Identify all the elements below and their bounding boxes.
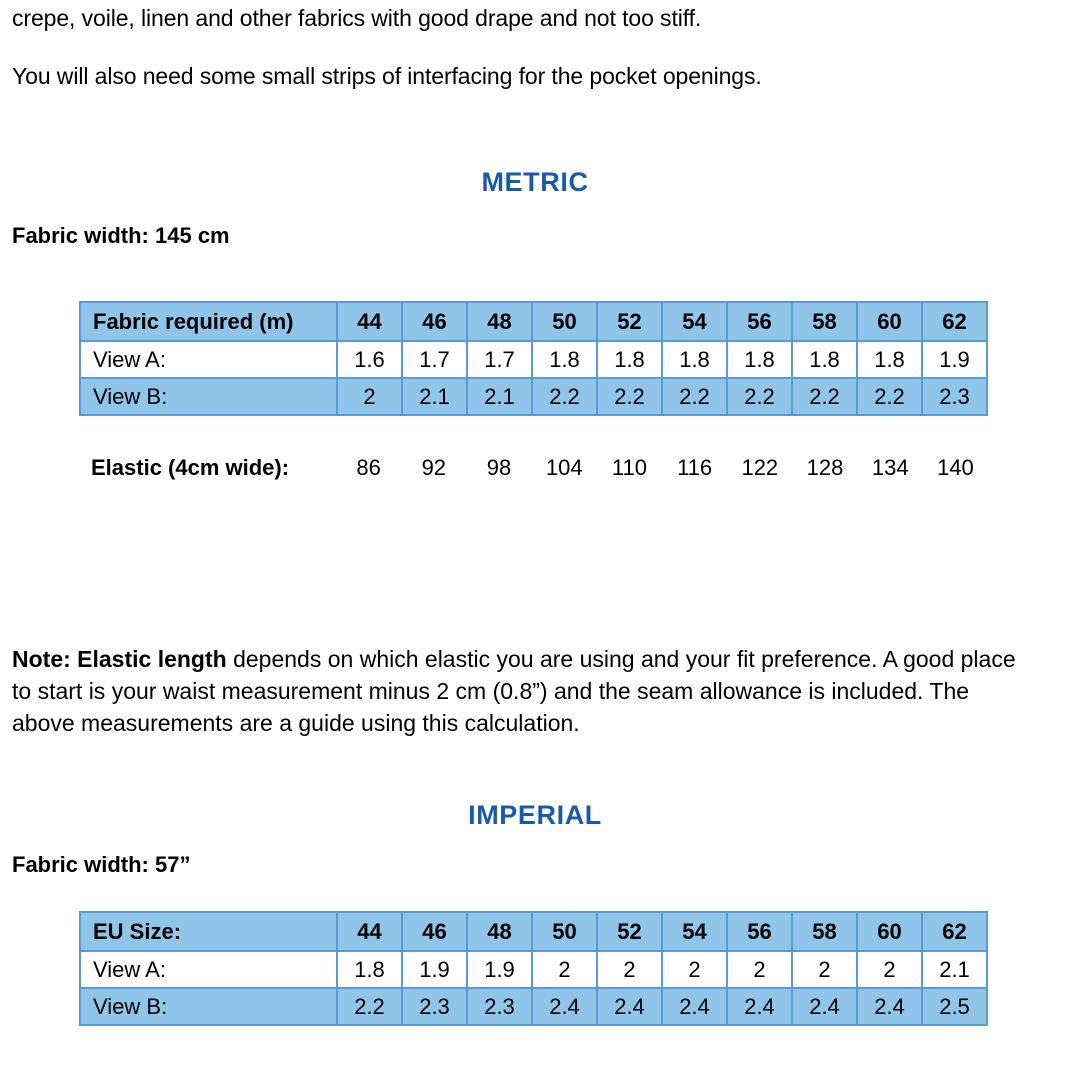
metric-view-a-48: 1.7 [467,341,532,378]
metric-header-size-48: 48 [467,302,532,341]
imperial-view-a-54: 2 [662,951,727,988]
metric-view-a-52: 1.8 [597,341,662,378]
imperial-header-label: EU Size: [80,912,337,951]
metric-view-a-56: 1.8 [727,341,792,378]
imperial-view-a-56: 2 [727,951,792,988]
note-body: depends on which elastic you are using and your fit preference. A good place to start is your waist measurement minus 2 cm (0.8”) and the seam allowance is included. The above measurements are a guide using this calculation. [12,646,1016,736]
elastic-value-50: 104 [545,455,583,480]
imperial-view-a-48: 1.9 [467,951,532,988]
metric-fabric-requirement-table [79,301,988,416]
elastic-length-note [12,643,1032,739]
metric-view-a-46: 1.7 [402,341,467,378]
imperial-header-size-48: 48 [467,912,532,951]
metric-view-b-56: 2.2 [727,378,792,415]
metric-view-a-label: View A: [80,341,337,378]
imperial-header-size-52: 52 [597,912,662,951]
imperial-view-a-62: 2.1 [922,951,987,988]
table-row [80,302,987,341]
metric-view-b-48: 2.1 [467,378,532,415]
imperial-header-size-50: 50 [532,912,597,951]
metric-view-a-60: 1.8 [857,341,922,378]
metric-view-b-58: 2.2 [792,378,857,415]
imperial-view-a-label: View A: [80,951,337,988]
metric-header-label: Fabric required (m) [80,302,337,341]
table-row [80,988,987,1025]
elastic-value-44: 86 [356,455,381,480]
metric-view-b-52: 2.2 [597,378,662,415]
imperial-view-a-44: 1.8 [337,951,402,988]
elastic-value-62: 140 [937,455,974,480]
metric-view-b-46: 2.1 [402,378,467,415]
elastic-value-52: 110 [611,455,647,480]
metric-view-b-62: 2.3 [922,378,987,415]
note-heading: Note: Elastic length [12,646,227,672]
metric-header-size-46: 46 [402,302,467,341]
imperial-view-b-48: 2.3 [467,988,532,1025]
intro-paragraph-2: You will also need some small strips of interfacing for the pocket openings. [12,63,762,89]
imperial-view-a-52: 2 [597,951,662,988]
metric-header-size-54: 54 [662,302,727,341]
imperial-header-size-58: 58 [792,912,857,951]
metric-view-a-50: 1.8 [532,341,597,378]
imperial-view-b-52: 2.4 [597,988,662,1025]
imperial-view-a-58: 2 [792,951,857,988]
metric-header-size-44: 44 [337,302,402,341]
elastic-value-48: 98 [486,455,512,480]
elastic-value-58: 128 [806,455,844,480]
metric-header-size-52: 52 [597,302,662,341]
metric-view-a-62: 1.9 [922,341,987,378]
imperial-view-b-44: 2.2 [337,988,402,1025]
imperial-view-b-58: 2.4 [792,988,857,1025]
metric-header-size-60: 60 [857,302,922,341]
imperial-view-b-62: 2.5 [922,988,987,1025]
metric-header-size-58: 58 [792,302,857,341]
metric-view-b-label: View B: [80,378,337,415]
metric-view-b-44: 2 [337,378,402,415]
imperial-header-size-56: 56 [727,912,792,951]
metric-view-a-54: 1.8 [662,341,727,378]
metric-view-a-58: 1.8 [792,341,857,378]
imperial-header-size-46: 46 [402,912,467,951]
imperial-view-a-50: 2 [532,951,597,988]
intro-paragraph-1: crepe, voile, linen and other fabrics with good drape and not too stiff. [12,5,702,31]
imperial-header-size-54: 54 [662,912,727,951]
elastic-value-60: 134 [871,455,909,480]
metric-view-b-50: 2.2 [532,378,597,415]
imperial-view-b-54: 2.4 [662,988,727,1025]
metric-view-a-44: 1.6 [337,341,402,378]
metric-view-b-60: 2.2 [857,378,922,415]
metric-section-heading: METRIC [481,167,589,197]
imperial-view-b-50: 2.4 [532,988,597,1025]
elastic-value-54: 116 [677,455,713,480]
elastic-measurements-row [79,455,988,485]
elastic-label: Elastic (4cm wide): [91,455,290,480]
metric-fabric-width-label: Fabric width: 145 cm [12,223,230,248]
imperial-view-a-60: 2 [857,951,922,988]
imperial-header-size-62: 62 [922,912,987,951]
table-row [80,912,987,951]
elastic-values-group [336,455,988,481]
metric-view-b-54: 2.2 [662,378,727,415]
imperial-view-b-60: 2.4 [857,988,922,1025]
imperial-fabric-requirement-table [79,911,988,1026]
imperial-view-b-label: View B: [80,988,337,1025]
imperial-section-heading: IMPERIAL [468,800,602,830]
imperial-view-a-46: 1.9 [402,951,467,988]
imperial-view-b-56: 2.4 [727,988,792,1025]
metric-header-size-56: 56 [727,302,792,341]
imperial-view-b-46: 2.3 [402,988,467,1025]
imperial-header-size-44: 44 [337,912,402,951]
elastic-value-46: 92 [421,455,447,480]
elastic-value-56: 122 [741,455,779,480]
metric-header-size-62: 62 [922,302,987,341]
table-row [80,378,987,415]
metric-header-size-50: 50 [532,302,597,341]
imperial-fabric-width-label: Fabric width: 57” [12,852,191,877]
table-row [80,951,987,988]
table-row [80,341,987,378]
imperial-header-size-60: 60 [857,912,922,951]
